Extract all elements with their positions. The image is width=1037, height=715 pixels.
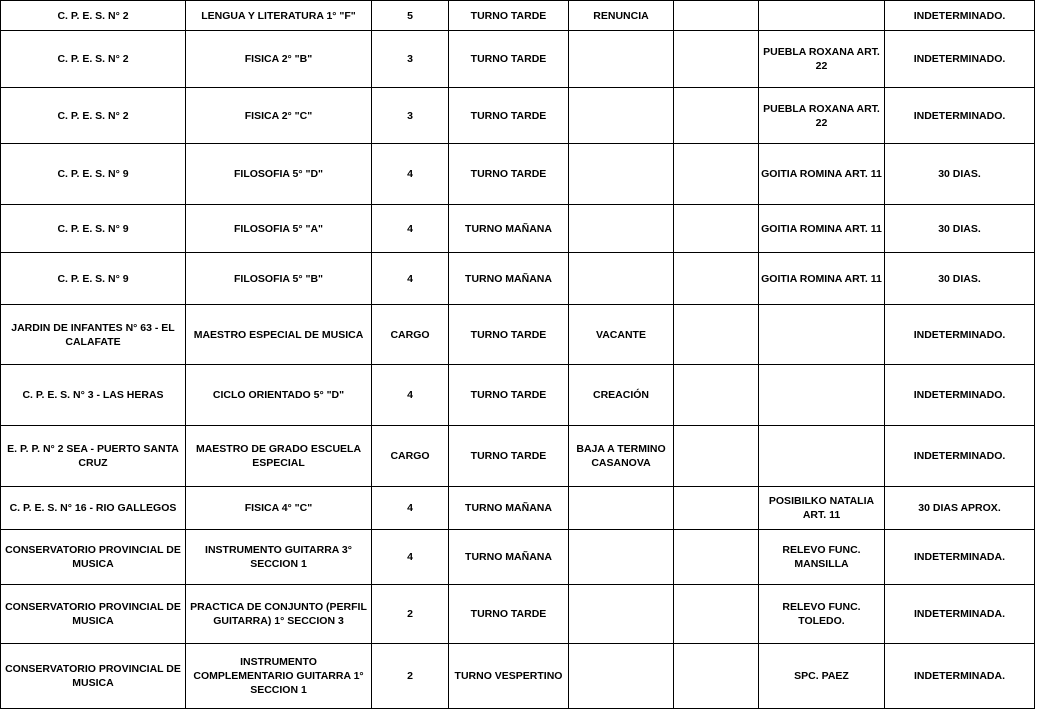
extra-cell bbox=[674, 1, 759, 31]
shift-cell: TURNO MAÑANA bbox=[449, 530, 569, 585]
shift-cell: TURNO TARDE bbox=[449, 365, 569, 426]
reason-cell bbox=[569, 644, 674, 709]
replacement-cell: PUEBLA ROXANA ART. 22 bbox=[759, 88, 885, 144]
table-row bbox=[1, 205, 1035, 253]
school-cell: CONSERVATORIO PROVINCIAL DE MUSICA bbox=[1, 530, 186, 585]
extra-cell bbox=[674, 365, 759, 426]
hours-cell: CARGO bbox=[372, 426, 449, 487]
school-cell: C. P. E. S. N° 3 - LAS HERAS bbox=[1, 365, 186, 426]
duration-cell: 30 DIAS. bbox=[885, 253, 1035, 305]
shift-cell: TURNO TARDE bbox=[449, 585, 569, 644]
extra-cell bbox=[674, 31, 759, 88]
extra-cell bbox=[674, 205, 759, 253]
shift-cell: TURNO VESPERTINO bbox=[449, 644, 569, 709]
reason-cell bbox=[569, 205, 674, 253]
reason-cell: CREACIÓN bbox=[569, 365, 674, 426]
school-cell: C. P. E. S. N° 16 - RIO GALLEGOS bbox=[1, 487, 186, 530]
replacement-cell: RELEVO FUNC. TOLEDO. bbox=[759, 585, 885, 644]
table-row bbox=[1, 31, 1035, 88]
school-cell: C. P. E. S. N° 2 bbox=[1, 31, 186, 88]
duration-cell: 30 DIAS. bbox=[885, 205, 1035, 253]
subject-cell: CICLO ORIENTADO 5° "D" bbox=[186, 365, 372, 426]
hours-cell: 4 bbox=[372, 487, 449, 530]
extra-cell bbox=[674, 585, 759, 644]
shift-cell: TURNO MAÑANA bbox=[449, 487, 569, 530]
replacement-cell bbox=[759, 365, 885, 426]
subject-cell: FILOSOFIA 5° "B" bbox=[186, 253, 372, 305]
replacement-cell: GOITIA ROMINA ART. 11 bbox=[759, 205, 885, 253]
school-cell: C. P. E. S. N° 9 bbox=[1, 253, 186, 305]
hours-cell: 4 bbox=[372, 205, 449, 253]
shift-cell: TURNO TARDE bbox=[449, 31, 569, 88]
duration-cell: INDETERMINADA. bbox=[885, 585, 1035, 644]
table-row bbox=[1, 88, 1035, 144]
extra-cell bbox=[674, 144, 759, 205]
shift-cell: TURNO MAÑANA bbox=[449, 205, 569, 253]
table-row bbox=[1, 305, 1035, 365]
shift-cell: TURNO TARDE bbox=[449, 88, 569, 144]
extra-cell bbox=[674, 487, 759, 530]
table-row bbox=[1, 253, 1035, 305]
table-row bbox=[1, 426, 1035, 487]
hours-cell: 4 bbox=[372, 365, 449, 426]
hours-cell: 2 bbox=[372, 585, 449, 644]
duration-cell: INDETERMINADO. bbox=[885, 365, 1035, 426]
shift-cell: TURNO TARDE bbox=[449, 426, 569, 487]
school-cell: E. P. P. N° 2 SEA - PUERTO SANTA CRUZ bbox=[1, 426, 186, 487]
replacement-cell: POSIBILKO NATALIA ART. 11 bbox=[759, 487, 885, 530]
hours-cell: 4 bbox=[372, 144, 449, 205]
school-cell: C. P. E. S. N° 2 bbox=[1, 88, 186, 144]
replacement-cell: GOITIA ROMINA ART. 11 bbox=[759, 144, 885, 205]
reason-cell bbox=[569, 88, 674, 144]
hours-cell: 5 bbox=[372, 1, 449, 31]
school-cell: CONSERVATORIO PROVINCIAL DE MUSICA bbox=[1, 585, 186, 644]
extra-cell bbox=[674, 88, 759, 144]
shift-cell: TURNO MAÑANA bbox=[449, 253, 569, 305]
reason-cell bbox=[569, 31, 674, 88]
school-cell: C. P. E. S. N° 2 bbox=[1, 1, 186, 31]
replacement-cell: GOITIA ROMINA ART. 11 bbox=[759, 253, 885, 305]
replacement-cell: SPC. PAEZ bbox=[759, 644, 885, 709]
shift-cell: TURNO TARDE bbox=[449, 305, 569, 365]
extra-cell bbox=[674, 253, 759, 305]
duration-cell: INDETERMINADO. bbox=[885, 1, 1035, 31]
duration-cell: INDETERMINADO. bbox=[885, 305, 1035, 365]
subject-cell: INSTRUMENTO COMPLEMENTARIO GUITARRA 1° SECCION 1 bbox=[186, 644, 372, 709]
subject-cell: FISICA 2° "B" bbox=[186, 31, 372, 88]
vacancies-table-body bbox=[1, 1, 1035, 709]
table-row bbox=[1, 487, 1035, 530]
hours-cell: 3 bbox=[372, 31, 449, 88]
reason-cell bbox=[569, 487, 674, 530]
reason-cell bbox=[569, 144, 674, 205]
extra-cell bbox=[674, 426, 759, 487]
duration-cell: INDETERMINADO. bbox=[885, 31, 1035, 88]
shift-cell: TURNO TARDE bbox=[449, 1, 569, 31]
replacement-cell: RELEVO FUNC. MANSILLA bbox=[759, 530, 885, 585]
extra-cell bbox=[674, 305, 759, 365]
reason-cell bbox=[569, 530, 674, 585]
subject-cell: FILOSOFIA 5° "D" bbox=[186, 144, 372, 205]
school-cell: C. P. E. S. N° 9 bbox=[1, 205, 186, 253]
duration-cell: INDETERMINADO. bbox=[885, 426, 1035, 487]
reason-cell: RENUNCIA bbox=[569, 1, 674, 31]
subject-cell: INSTRUMENTO GUITARRA 3° SECCION 1 bbox=[186, 530, 372, 585]
hours-cell: 4 bbox=[372, 530, 449, 585]
table-row bbox=[1, 644, 1035, 709]
table-row bbox=[1, 1, 1035, 31]
subject-cell: PRACTICA DE CONJUNTO (PERFIL GUITARRA) 1° SECCION 3 bbox=[186, 585, 372, 644]
school-cell: CONSERVATORIO PROVINCIAL DE MUSICA bbox=[1, 644, 186, 709]
replacement-cell bbox=[759, 426, 885, 487]
school-cell: JARDIN DE INFANTES N° 63 - EL CALAFATE bbox=[1, 305, 186, 365]
extra-cell bbox=[674, 644, 759, 709]
table-row bbox=[1, 365, 1035, 426]
table-row bbox=[1, 144, 1035, 205]
duration-cell: 30 DIAS. bbox=[885, 144, 1035, 205]
reason-cell: BAJA A TERMINO CASANOVA bbox=[569, 426, 674, 487]
subject-cell: FISICA 2° "C" bbox=[186, 88, 372, 144]
replacement-cell: PUEBLA ROXANA ART. 22 bbox=[759, 31, 885, 88]
duration-cell: INDETERMINADA. bbox=[885, 530, 1035, 585]
reason-cell bbox=[569, 253, 674, 305]
replacement-cell bbox=[759, 1, 885, 31]
reason-cell: VACANTE bbox=[569, 305, 674, 365]
table-row bbox=[1, 585, 1035, 644]
subject-cell: MAESTRO ESPECIAL DE MUSICA bbox=[186, 305, 372, 365]
duration-cell: INDETERMINADA. bbox=[885, 644, 1035, 709]
hours-cell: 2 bbox=[372, 644, 449, 709]
replacement-cell bbox=[759, 305, 885, 365]
reason-cell bbox=[569, 585, 674, 644]
extra-cell bbox=[674, 530, 759, 585]
subject-cell: FISICA 4° "C" bbox=[186, 487, 372, 530]
hours-cell: CARGO bbox=[372, 305, 449, 365]
duration-cell: 30 DIAS APROX. bbox=[885, 487, 1035, 530]
school-cell: C. P. E. S. N° 9 bbox=[1, 144, 186, 205]
hours-cell: 4 bbox=[372, 253, 449, 305]
subject-cell: LENGUA Y LITERATURA 1° "F" bbox=[186, 1, 372, 31]
table-row bbox=[1, 530, 1035, 585]
subject-cell: FILOSOFIA 5° "A" bbox=[186, 205, 372, 253]
shift-cell: TURNO TARDE bbox=[449, 144, 569, 205]
duration-cell: INDETERMINADO. bbox=[885, 88, 1035, 144]
subject-cell: MAESTRO DE GRADO ESCUELA ESPECIAL bbox=[186, 426, 372, 487]
hours-cell: 3 bbox=[372, 88, 449, 144]
